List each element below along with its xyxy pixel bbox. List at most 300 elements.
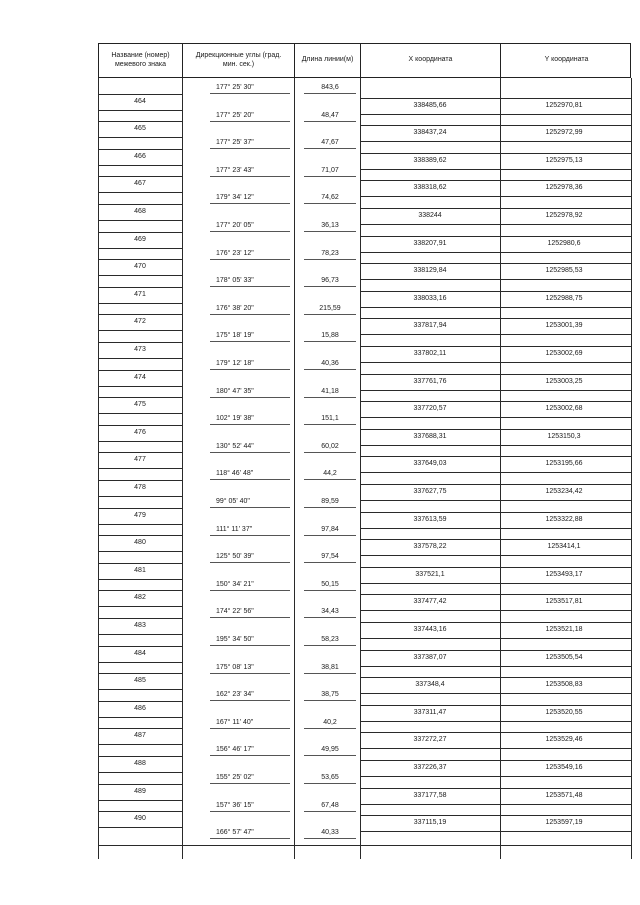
y-coordinate-cell: 1253414,1 <box>547 543 581 551</box>
y-coordinate-cell: 1253597,19 <box>545 819 583 827</box>
row-divider <box>360 622 631 623</box>
boundary-mark-name: 465 <box>134 125 146 133</box>
header-angle: Дирекционные углы (град. мин. сек.) <box>183 44 295 77</box>
y-coordinate-cell: 1253521,18 <box>545 626 583 633</box>
y-coordinate-cell: 1253002,69 <box>545 350 583 357</box>
row-divider <box>98 110 182 111</box>
x-coordinate-cell: 337578,22 <box>413 543 447 551</box>
row-divider <box>98 287 182 288</box>
row-divider <box>98 827 182 828</box>
row-divider <box>98 165 182 166</box>
row-divider <box>98 772 182 773</box>
row-divider <box>98 496 182 497</box>
row-divider <box>360 815 631 816</box>
boundary-mark-name: 475 <box>134 401 146 409</box>
row-divider <box>360 429 631 430</box>
row-divider <box>360 180 631 181</box>
segment-underline <box>304 645 356 646</box>
boundary-mark-name: 490 <box>134 815 146 823</box>
row-divider <box>360 362 631 363</box>
row-divider <box>98 452 182 453</box>
row-divider <box>360 401 631 402</box>
y-coordinate-cell: 1253322,88 <box>545 515 583 523</box>
segment-underline <box>210 728 290 729</box>
boundary-mark-name: 483 <box>134 622 146 629</box>
line-length-cell: 38,81 <box>321 663 339 671</box>
direction-angle-cell: 176° 23' 12" <box>216 249 254 257</box>
segment-underline <box>210 176 290 177</box>
x-coordinate-cell: 337115,19 <box>413 819 447 827</box>
direction-angle-cell: 102° 19' 38" <box>216 415 254 423</box>
row-divider <box>98 590 182 591</box>
boundary-mark-name: 468 <box>134 208 146 215</box>
y-coordinate-cell: 1253505,54 <box>545 653 583 661</box>
segment-underline <box>304 700 356 701</box>
row-divider <box>360 484 631 485</box>
segment-underline <box>210 838 290 839</box>
segment-underline <box>304 148 356 149</box>
row-divider <box>360 804 631 805</box>
direction-angle-cell: 174° 22' 56" <box>216 608 254 616</box>
y-coordinate-cell: 1252978,92 <box>545 212 583 219</box>
x-coordinate-cell: 337311,47 <box>413 708 447 716</box>
direction-angle-cell: 178° 05' 33" <box>216 277 254 285</box>
direction-angle-cell: 177° 20' 05" <box>216 222 254 229</box>
row-divider <box>360 638 631 639</box>
segment-underline <box>304 397 356 398</box>
line-length-cell: 215,59 <box>319 304 341 312</box>
segment-underline <box>304 341 356 342</box>
header-length: Длина линии(м) <box>295 44 361 77</box>
x-coordinate-cell: 338437,24 <box>413 129 447 137</box>
line-length-cell: 38,75 <box>321 691 339 699</box>
x-coordinate-cell: 337443,16 <box>413 626 447 633</box>
x-coordinate-cell: 338485,66 <box>413 101 447 109</box>
row-divider <box>360 539 631 540</box>
row-divider <box>360 98 631 99</box>
line-length-cell: 15,88 <box>321 332 339 340</box>
boundary-mark-name: 464 <box>134 97 146 105</box>
row-divider <box>360 528 631 529</box>
row-divider <box>360 610 631 611</box>
row-divider <box>360 693 631 694</box>
boundary-mark-name: 471 <box>134 290 146 298</box>
boundary-mark-name: 467 <box>134 180 146 188</box>
row-divider <box>98 634 182 635</box>
boundary-mark-name: 488 <box>134 760 146 767</box>
direction-angle-cell: 130° 52' 44" <box>216 442 254 450</box>
row-divider <box>98 248 182 249</box>
line-length-cell: 71,07 <box>321 166 339 174</box>
line-length-cell: 53,65 <box>321 774 339 781</box>
y-coordinate-cell: 1253001,39 <box>545 322 583 330</box>
boundary-mark-name: 469 <box>134 235 146 243</box>
direction-angle-cell: 166° 57' 47" <box>216 829 254 837</box>
row-divider <box>360 125 631 126</box>
direction-angle-cell: 176° 38' 20" <box>216 304 254 312</box>
boundary-mark-name: 472 <box>134 318 146 326</box>
x-coordinate-cell: 337387,07 <box>413 653 447 661</box>
segment-underline <box>304 93 356 94</box>
header-name: Название (номер) межевого знака <box>99 44 183 77</box>
row-divider <box>98 618 182 619</box>
y-coordinate-cell: 1252988,75 <box>545 294 583 302</box>
row-divider <box>98 342 182 343</box>
segment-underline <box>304 755 356 756</box>
y-coordinate-cell: 1253549,16 <box>545 764 583 771</box>
row-divider <box>360 583 631 584</box>
line-length-cell: 50,15 <box>321 580 339 588</box>
segment-underline <box>210 231 290 232</box>
row-divider <box>98 149 182 150</box>
row-divider <box>360 114 631 115</box>
segment-underline <box>304 176 356 177</box>
row-divider <box>360 472 631 473</box>
y-coordinate-cell: 1253003,25 <box>545 377 583 385</box>
x-coordinate-cell: 337720,57 <box>413 405 447 413</box>
line-length-cell: 41,18 <box>321 387 339 395</box>
segment-underline <box>304 507 356 508</box>
row-divider <box>360 732 631 733</box>
direction-angle-cell: 177° 23' 43" <box>216 166 254 174</box>
row-divider <box>360 677 631 678</box>
segment-underline <box>210 617 290 618</box>
row-divider <box>98 606 182 607</box>
segment-underline <box>304 452 356 453</box>
boundary-mark-name: 478 <box>134 484 146 491</box>
x-coordinate-cell: 337348,4 <box>415 681 445 689</box>
direction-angle-cell: 162° 23' 34" <box>216 691 254 699</box>
row-divider <box>98 176 182 177</box>
direction-angle-cell: 157° 36' 15" <box>216 801 254 809</box>
header-y: Y координата <box>544 56 589 64</box>
segment-underline <box>210 148 290 149</box>
boundary-mark-name: 484 <box>134 649 146 657</box>
boundary-mark-name: 476 <box>134 428 146 436</box>
row-divider <box>98 441 182 442</box>
x-coordinate-cell: 337613,59 <box>413 515 447 523</box>
row-divider <box>360 760 631 761</box>
line-length-cell: 40,36 <box>321 360 339 367</box>
row-divider <box>360 252 631 253</box>
y-coordinate-cell: 1252978,36 <box>545 184 583 192</box>
line-length-cell: 78,23 <box>321 249 339 257</box>
segment-underline <box>210 369 290 370</box>
y-coordinate-cell: 1253571,48 <box>545 791 583 799</box>
segment-underline <box>304 811 356 812</box>
table-column-divider <box>182 78 183 859</box>
segment-underline <box>304 203 356 204</box>
table-header <box>98 43 631 78</box>
y-coordinate-cell: 1252972,99 <box>545 129 583 137</box>
segment-underline <box>304 783 356 784</box>
row-divider <box>360 279 631 280</box>
line-length-cell: 58,23 <box>321 636 339 643</box>
row-divider <box>98 551 182 552</box>
x-coordinate-cell: 337761,76 <box>413 377 447 385</box>
x-coordinate-cell: 338033,16 <box>413 294 447 302</box>
x-coordinate-cell: 338207,91 <box>413 239 447 247</box>
x-coordinate-cell: 337177,58 <box>413 791 447 799</box>
row-divider <box>360 445 631 446</box>
boundary-mark-name: 473 <box>134 346 146 353</box>
direction-angle-cell: 155° 25' 02" <box>216 774 254 781</box>
segment-underline <box>210 452 290 453</box>
row-divider <box>360 374 631 375</box>
row-divider <box>98 784 182 785</box>
row-divider <box>98 480 182 481</box>
table-column-divider <box>500 78 501 859</box>
direction-angle-cell: 125° 50' 39" <box>216 553 254 561</box>
direction-angle-cell: 177° 25' 20" <box>216 111 254 119</box>
segment-underline <box>210 507 290 508</box>
y-coordinate-cell: 1253002,68 <box>545 405 583 413</box>
header-x: X координата <box>361 44 501 77</box>
row-divider <box>360 169 631 170</box>
line-length-cell: 60,02 <box>321 442 339 450</box>
row-divider <box>98 358 182 359</box>
segment-underline <box>304 479 356 480</box>
row-divider <box>98 646 182 647</box>
segment-underline <box>210 590 290 591</box>
y-coordinate-cell: 1252975,13 <box>545 156 583 164</box>
segment-underline <box>210 424 290 425</box>
row-divider <box>98 94 182 95</box>
x-coordinate-cell: 337521,1 <box>415 570 445 578</box>
row-divider <box>360 831 631 832</box>
segment-underline <box>210 755 290 756</box>
row-divider <box>98 314 182 315</box>
segment-underline <box>210 341 290 342</box>
row-divider <box>360 500 631 501</box>
row-divider <box>360 594 631 595</box>
boundary-mark-name: 470 <box>134 263 146 271</box>
segment-underline <box>304 424 356 425</box>
row-divider <box>98 701 182 702</box>
line-length-cell: 843,6 <box>321 84 339 91</box>
row-divider <box>98 524 182 525</box>
line-length-cell: 49,95 <box>321 746 339 754</box>
table-bottom-line <box>98 845 631 846</box>
segment-underline <box>304 314 356 315</box>
segment-underline <box>304 259 356 260</box>
boundary-mark-name: 489 <box>134 787 146 795</box>
row-divider <box>360 417 631 418</box>
row-divider <box>360 650 631 651</box>
y-coordinate-cell: 1252980,6 <box>547 239 581 247</box>
row-divider <box>98 728 182 729</box>
segment-underline <box>210 203 290 204</box>
row-divider <box>360 141 631 142</box>
row-divider <box>98 508 182 509</box>
segment-underline <box>210 314 290 315</box>
segment-underline <box>210 121 290 122</box>
x-coordinate-cell: 338318,62 <box>413 184 447 192</box>
row-divider <box>360 555 631 556</box>
direction-angle-cell: 177° 25' 30" <box>216 84 254 91</box>
segment-underline <box>304 286 356 287</box>
x-coordinate-cell: 337649,03 <box>413 460 447 468</box>
row-divider <box>360 346 631 347</box>
x-coordinate-cell: 337688,31 <box>413 432 447 440</box>
y-coordinate-cell: 1253195,66 <box>545 460 583 468</box>
y-coordinate-cell: 1252985,53 <box>545 267 583 275</box>
segment-underline <box>210 93 290 94</box>
direction-angle-cell: 175° 08' 13" <box>216 663 254 671</box>
line-length-cell: 47,67 <box>321 139 339 147</box>
row-divider <box>98 756 182 757</box>
row-divider <box>98 121 182 122</box>
boundary-mark-name: 474 <box>134 373 146 381</box>
row-divider <box>360 788 631 789</box>
segment-underline <box>304 369 356 370</box>
segment-underline <box>210 811 290 812</box>
row-divider <box>360 721 631 722</box>
row-divider <box>360 456 631 457</box>
segment-underline <box>304 590 356 591</box>
segment-underline <box>210 645 290 646</box>
row-divider <box>360 307 631 308</box>
x-coordinate-cell: 337272,27 <box>413 736 447 744</box>
y-coordinate-cell: 1253517,81 <box>545 598 583 606</box>
y-coordinate-cell: 1253150,3 <box>547 432 581 440</box>
table-column-divider <box>631 78 632 859</box>
x-coordinate-cell: 337802,11 <box>413 350 447 357</box>
boundary-mark-name: 487 <box>134 732 146 740</box>
row-divider <box>98 275 182 276</box>
line-length-cell: 40,33 <box>321 829 339 837</box>
line-length-cell: 97,54 <box>321 553 339 561</box>
segment-underline <box>210 562 290 563</box>
line-length-cell: 67,48 <box>321 801 339 809</box>
direction-angle-cell: 179° 12' 18" <box>216 360 254 367</box>
row-divider <box>98 425 182 426</box>
y-coordinate-cell: 1253234,42 <box>545 488 583 495</box>
direction-angle-cell: 156° 46' 17" <box>216 746 254 754</box>
boundary-mark-name: 477 <box>134 456 146 464</box>
y-coordinate-cell: 1253520,55 <box>545 708 583 716</box>
segment-underline <box>304 535 356 536</box>
row-divider <box>98 397 182 398</box>
line-length-cell: 36,13 <box>321 222 339 229</box>
direction-angle-cell: 180° 47' 35" <box>216 387 254 395</box>
row-divider <box>98 563 182 564</box>
segment-underline <box>304 838 356 839</box>
row-divider <box>360 776 631 777</box>
row-divider <box>360 334 631 335</box>
y-coordinate-cell: 1252970,81 <box>545 101 583 109</box>
line-length-cell: 96,73 <box>321 277 339 285</box>
segment-underline <box>210 700 290 701</box>
row-divider <box>98 303 182 304</box>
row-divider <box>98 192 182 193</box>
line-length-cell: 151,1 <box>321 415 339 423</box>
row-divider <box>360 748 631 749</box>
segment-underline <box>210 397 290 398</box>
segment-underline <box>304 617 356 618</box>
direction-angle-cell: 175° 18' 19" <box>216 332 254 340</box>
row-divider <box>98 413 182 414</box>
row-divider <box>98 232 182 233</box>
row-divider <box>98 717 182 718</box>
row-divider <box>98 386 182 387</box>
segment-underline <box>304 562 356 563</box>
x-coordinate-cell: 337226,37 <box>413 764 447 771</box>
row-divider <box>360 666 631 667</box>
direction-angle-cell: 177° 25' 37" <box>216 139 254 147</box>
segment-underline <box>210 535 290 536</box>
row-divider <box>98 468 182 469</box>
segment-underline <box>210 286 290 287</box>
row-divider <box>360 291 631 292</box>
row-divider <box>360 153 631 154</box>
direction-angle-cell: 179° 34' 12" <box>216 194 254 202</box>
boundary-mark-name: 486 <box>134 704 146 712</box>
segment-underline <box>210 479 290 480</box>
segment-underline <box>210 783 290 784</box>
row-divider <box>98 579 182 580</box>
boundary-mark-name: 466 <box>134 152 146 160</box>
line-length-cell: 48,47 <box>321 111 339 119</box>
row-divider <box>98 800 182 801</box>
row-divider <box>360 318 631 319</box>
segment-underline <box>304 231 356 232</box>
direction-angle-cell: 99° 05' 40" <box>216 498 250 505</box>
line-length-cell: 97,84 <box>321 525 339 533</box>
row-divider <box>360 224 631 225</box>
boundary-mark-name: 479 <box>134 511 146 519</box>
line-length-cell: 34,43 <box>321 608 339 616</box>
direction-angle-cell: 195° 34' 50" <box>216 636 254 643</box>
x-coordinate-cell: 337817,94 <box>413 322 447 330</box>
boundary-mark-name: 485 <box>134 677 146 685</box>
row-divider <box>360 390 631 391</box>
boundary-mark-name: 481 <box>134 566 146 574</box>
row-divider <box>98 811 182 812</box>
x-coordinate-cell: 338244 <box>418 212 442 219</box>
row-divider <box>360 705 631 706</box>
row-divider <box>98 220 182 221</box>
row-divider <box>98 689 182 690</box>
line-length-cell: 74,62 <box>321 194 339 202</box>
direction-angle-cell: 167° 11' 40" <box>216 718 254 726</box>
row-divider <box>98 673 182 674</box>
y-coordinate-cell: 1253508,83 <box>545 681 583 689</box>
row-divider <box>98 204 182 205</box>
segment-underline <box>210 259 290 260</box>
segment-underline <box>304 728 356 729</box>
line-length-cell: 89,59 <box>321 498 339 505</box>
row-divider <box>98 535 182 536</box>
direction-angle-cell: 118° 46' 48" <box>216 470 254 478</box>
direction-angle-cell: 150° 34' 21" <box>216 580 254 588</box>
row-divider <box>98 744 182 745</box>
x-coordinate-cell: 337477,42 <box>413 598 447 606</box>
boundary-mark-name: 480 <box>134 539 146 547</box>
row-divider <box>360 263 631 264</box>
segment-underline <box>210 673 290 674</box>
row-divider <box>98 259 182 260</box>
row-divider <box>98 330 182 331</box>
row-divider <box>98 662 182 663</box>
line-length-cell: 44,2 <box>323 470 337 478</box>
row-divider <box>360 512 631 513</box>
row-divider <box>360 567 631 568</box>
row-divider <box>360 208 631 209</box>
x-coordinate-cell: 338129,84 <box>413 267 447 275</box>
segment-underline <box>304 121 356 122</box>
x-coordinate-cell: 338389,62 <box>413 156 447 164</box>
